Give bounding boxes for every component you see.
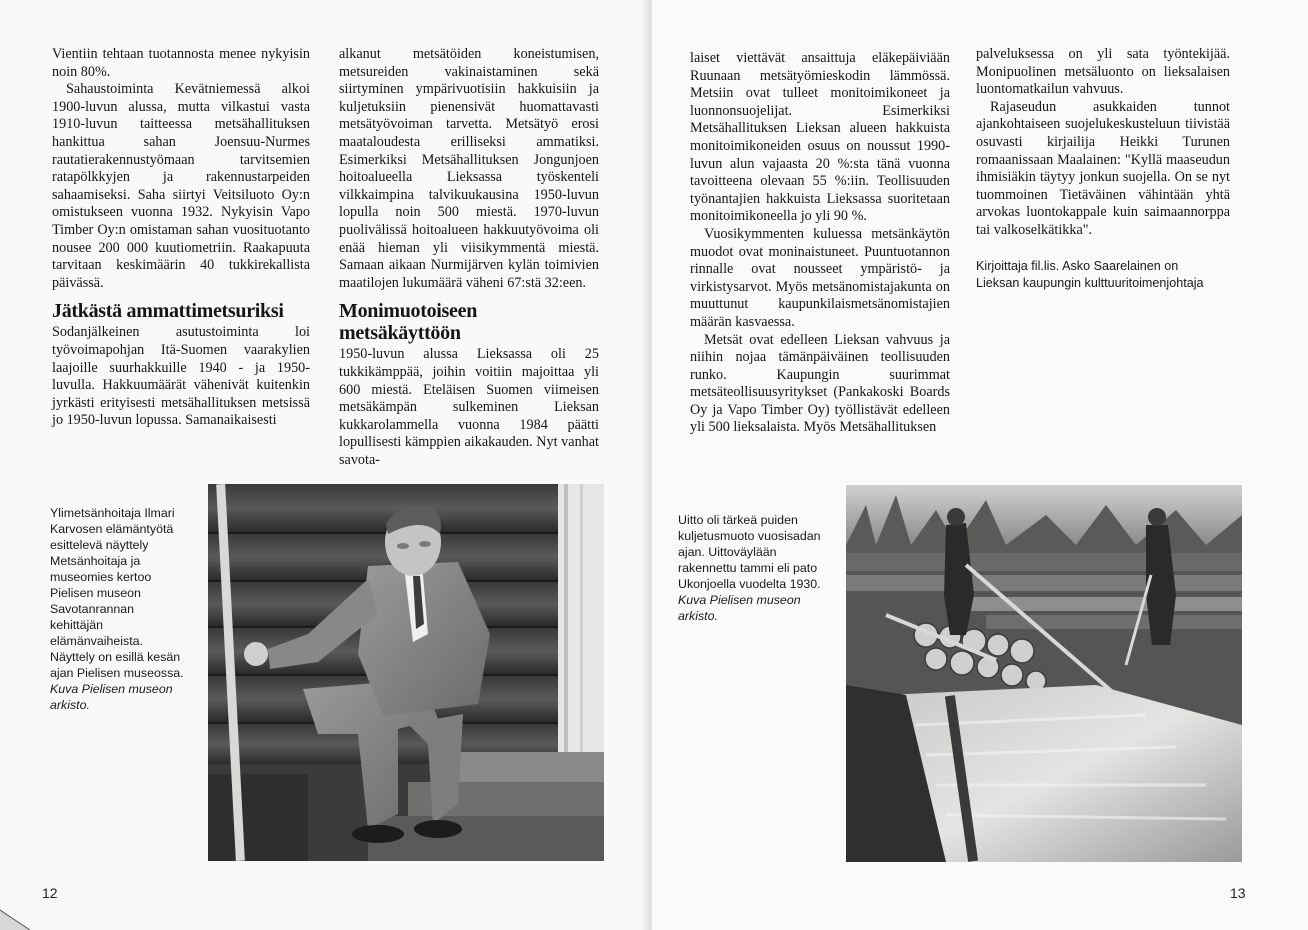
right-page-column-1 [690,50,950,437]
paragraph: palveluksessa on yli sata työntekijää. Monipuolinen metsäluonto on lieksalaisen luontomatkailun vahvuus. [976,46,1230,98]
left-page-column-2 [339,46,599,469]
paragraph: Vuosikymmenten kuluessa metsänkäytön muodot ovat moninaistuneet. Puuntuotannon rinnalle ovat nousseet ympäristö- ja virkistysarvot. Myös metsänomistajakunta on muuttunut kaupunkilaismetsänomistajien määrän kasvaessa. [690,225,950,330]
caption-text: Uitto oli tärkeä puiden kuljetusmuoto vuosisadan ajan. Uittoväylään rakennettu tammi eli pato Ukonjoella vuodelta 1930. [678,513,821,591]
right-page [652,0,1308,930]
right-page-column-2 [976,46,1230,240]
photo-credit: Kuva Pielisen museon arkisto. [50,682,173,712]
page-number: 12 [42,885,58,901]
caption-text: Ylimetsänhoitaja Ilmari Karvosen elämäntyötä esittelevä näyttely Metsänhoitaja ja museomies kertoo Pielisen museon Savotanrannan kehittäjän elämänvaiheista. Näyttely on esillä kesän ajan Pielisen museossa. [50,506,184,680]
paragraph: laiset viettävät ansaittuja eläkepäiviään Ruunaan metsätyömieskodin lämmössä. Metsiin ovat tulleet monitoimikoneet ja luonnonsuojelijat. Esimerkiksi Metsähallituksen Lieksan alueen hakkuista monitoimikoneiden osuus on noussut 1990-luvun alun vajaasta 20 %:sta tänä vuonna tavoitteena olevaan 55 %:iin. Teollisuuden työnantajien hakkuista Lieksassa suoritetaan monitoimikoneella jo yli 90 %. [690,50,950,225]
left-photo-caption [50,505,188,713]
paragraph: Vientiin tehtaan tuotannosta menee nykyisin noin 80%. [52,46,310,80]
paragraph: 1950-luvun alussa Lieksassa oli 25 tukkikämppää, joihin voitiin majoittaa yli 600 miestä. Eteläisen Suomen viimeisen metsäkämpän sulkeminen Lieksan kukkarolammella vuonna 1984 päätti lopullisesti kämppien aikakauden. Nyt vanhat savota- [339,346,599,468]
left-page-column-1 [52,46,310,430]
right-photo-caption [678,512,828,624]
page-corner-fold [0,880,40,930]
section-heading: Monimuotoiseen metsäkäyttöön [339,300,478,345]
paragraph: Metsät ovat edelleen Lieksan vahvuus ja niihin nojaa tämänpäiväinen teollisuuden runko. Kaupungin suurimmat metsäteollisuusyritykset (Pankakoski Boards Oy ja Vapo Timber Oy) työllistävät edelleen yli 500 lieksalaista. Myös Metsähallituksen [690,331,950,436]
page-number: 13 [1230,885,1246,901]
paragraph: Sahaustoiminta Kevätniemessä alkoi 1900-luvun alussa, mutta vilkastui vasta 1910-luvun taitteessa metsähallituksen hankittua sahan Joensuu-Nurmes rautatierakennustyömaan tarvitsemien ratapölkkyjen ja rakennustarpeiden sahaamiseksi. Saha siirtyi Veitsiluoto Oy:n omistukseen vuonna 1932. Nykyisin Vapo Timber Oy:n omistaman sahan vuosituotanto nousee 200 000 kuutiometriin. Raakapuuta tarvitaan keskimäärin 40 tukkirekallista päivässä. [52,81,310,291]
man-seated-portrait-photo [208,484,604,861]
paragraph: Rajaseudun asukkaiden tunnot ajankohtaiseen suojelukeskusteluun tiivistää osuvasti kirjailija Heikki Turunen romaanissaan Maalainen: "Kyllä maaseudun ihmisiäkin täytyy jonkun suojella. On se nyt tuommoinen Tietäväinen vähintään yhtä arvokas luontokappale kuin saimaannorppa tai valkoselkätikka". [976,98,1230,238]
paragraph: Sodanjälkeinen asutustoiminta loi työvoimapohjan Itä-Suomen vaarakylien laajoille suurhakkuille 1940 - ja 1950-luvulla. Hakkuumäärät vähenivät kuitenkin jyrkästi erityisesti metsähallituksen metsissä jo 1950-luvun lopussa. Samanaikaisesti [52,324,310,429]
left-page [0,0,652,930]
author-byline: Kirjoittaja fil.lis. Asko Saarelainen on Lieksan kaupungin kulttuuritoimenjohtaja [976,259,1204,290]
log-dam-photo [846,485,1242,862]
paragraph: alkanut metsätöiden koneistumisen, metsureiden vakinaistaminen sekä siirtyminen ympärivuotisiin hakkuisiin ja kuljetuksiin pienensivät huomattavasti metsätyövoiman tarvetta. Metsätyö erosi maataloudesta erilliseksi ammatiksi. Esimerkiksi Metsähallituksen Jongunjoen hoitoalueella Lieksassa työskenteli vilkkaimpina talvikuukausina 1950-luvun lopulla noin 500 miestä. 1970-luvun puolivälissä hoitoalueen hakkuutyövoima oli enää hieman yli viisikymmentä miestä. Samaan aikaan Nurmijärven kylän toimivien maatilojen lukumäärä väheni 67:stä 32:een. [339,46,599,291]
section-heading: Jätkästä ammattimetsuriksi [52,300,284,323]
photo-credit: Kuva Pielisen museon arkisto. [678,593,801,623]
